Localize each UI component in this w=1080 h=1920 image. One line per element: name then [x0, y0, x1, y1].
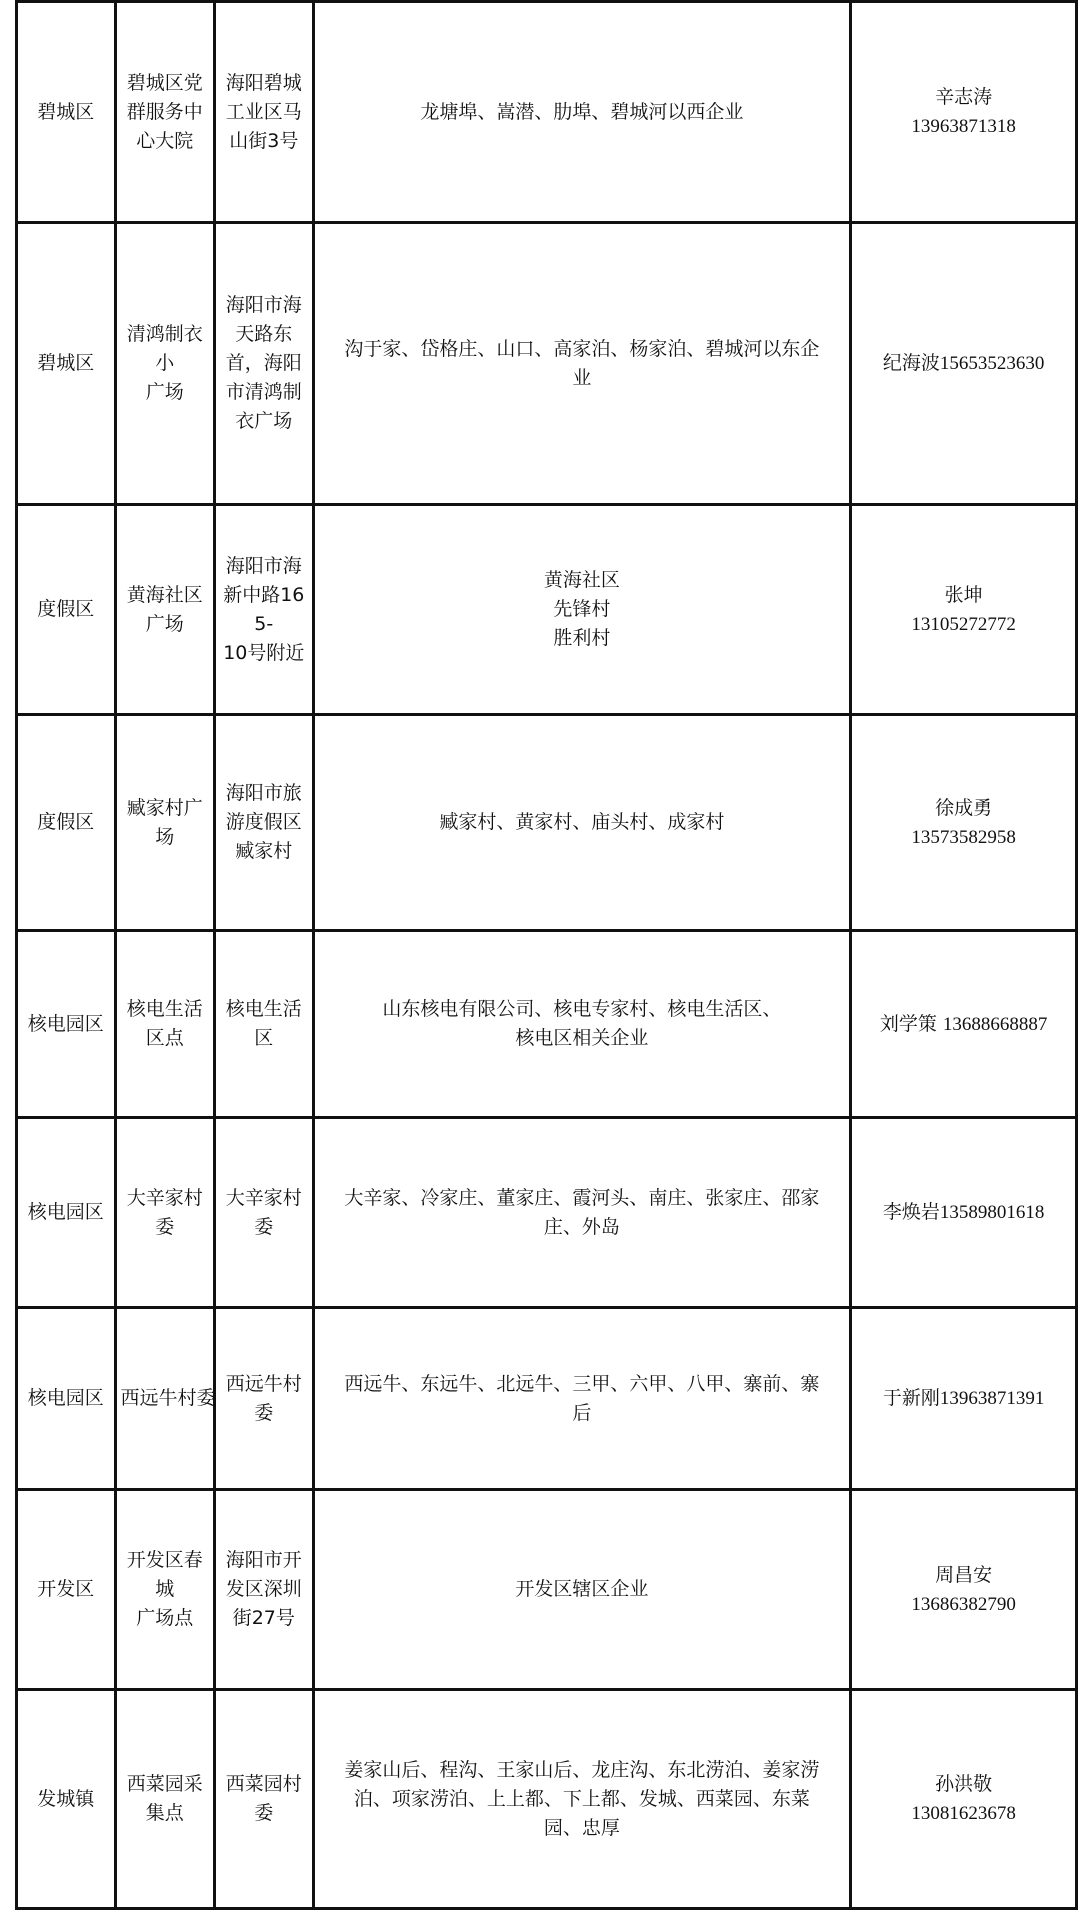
address-cell [215, 715, 314, 931]
coverage-cell [313, 1308, 851, 1490]
coverage-line: 泊、项家涝泊、上上都、下上都、发城、西菜园、东菜 [353, 1787, 810, 1810]
address-cell [215, 1308, 314, 1490]
coverage-line: 业 [572, 366, 592, 389]
contact-cell [851, 1308, 1077, 1490]
area-cell [17, 1118, 116, 1308]
collection-site-line: 群服务中 [126, 100, 203, 123]
contact-cell [851, 931, 1077, 1118]
area-cell [17, 931, 116, 1118]
address-line: 海阳碧城 [225, 71, 302, 94]
contact-name: 周昌安 [935, 1563, 993, 1586]
contact-cell [851, 715, 1077, 931]
contact-phone: 13573582958 [911, 826, 1016, 848]
coverage-cell [313, 1490, 851, 1690]
table-row [17, 931, 1077, 1118]
contact-phone: 13081623678 [911, 1803, 1016, 1824]
address-line: 臧家村 [235, 840, 293, 862]
table-row [17, 1690, 1077, 1909]
coverage-line: 姜家山后、程沟、王家山后、龙庄沟、东北涝泊、姜家涝 [344, 1758, 820, 1781]
contact-cell [851, 1118, 1077, 1308]
address-line: 发区深圳 [225, 1578, 302, 1600]
area-label: 度假区 [37, 811, 95, 833]
collection-site-line: 西远牛村委 [120, 1387, 216, 1409]
coverage-line: 胜利村 [553, 627, 611, 649]
area-cell [17, 2, 116, 223]
address-cell [215, 223, 314, 505]
address-line: 天路东 [235, 323, 293, 345]
table-row [17, 1118, 1077, 1308]
address-line: 衣广场 [235, 410, 293, 432]
table-row [17, 505, 1077, 715]
area-label: 核电园区 [27, 1387, 104, 1409]
contact-phone: 13688668887 [942, 1013, 1048, 1035]
collection-site-cell [115, 505, 215, 715]
address-line: 大辛家村 [225, 1186, 302, 1209]
contact-phone: 13589801618 [939, 1202, 1045, 1223]
collection-site-line: 场 [155, 825, 175, 848]
table-row [17, 1490, 1077, 1690]
table-row [17, 715, 1077, 931]
table-row [17, 2, 1077, 223]
coverage-cell [313, 931, 851, 1118]
contact-phone: 13963871391 [939, 1388, 1045, 1409]
collection-site-cell [115, 2, 215, 223]
address-line: 海阳市海 [225, 294, 302, 316]
address-line: 街27号 [232, 1607, 295, 1629]
address-cell [215, 505, 314, 715]
contact-name: 孙洪敬 [935, 1773, 993, 1795]
coverage-line: 园、忠厚 [543, 1816, 620, 1839]
area-label: 开发区 [37, 1578, 95, 1600]
contact-name: 于新刚 [882, 1387, 940, 1409]
collection-site-line: 城 [155, 1578, 175, 1600]
contact-name: 刘学策 [879, 1012, 943, 1035]
collection-site-cell [115, 715, 215, 931]
collection-site-line: 心大院 [136, 129, 194, 152]
address-cell [215, 2, 314, 223]
area-cell [17, 715, 116, 931]
table-row [17, 223, 1077, 505]
address-line: 委 [254, 1215, 274, 1238]
address-line: 工业区马 [225, 100, 302, 123]
contact-name: 张坤 [944, 583, 983, 606]
contact-phone: 13105272772 [911, 613, 1016, 635]
collection-site-cell [115, 1308, 215, 1490]
address-line: 10号附近 [223, 641, 305, 664]
collection-site-line: 大辛家村 [126, 1186, 203, 1209]
contact-phone: 13963871318 [911, 116, 1016, 137]
address-line: 区 [254, 1027, 274, 1049]
coverage-line: 后 [572, 1401, 592, 1424]
address-line: 海阳市开 [225, 1549, 302, 1571]
contact-phone: 15653523630 [939, 353, 1045, 374]
address-line: 西菜园村 [225, 1773, 302, 1795]
coverage-line: 核电区相关企业 [515, 1027, 649, 1049]
coverage-cell [313, 2, 851, 223]
address-cell [215, 1118, 314, 1308]
address-line: 山街3号 [229, 129, 299, 152]
collection-site-cell [115, 931, 215, 1118]
area-cell [17, 1308, 116, 1490]
address-line: 首，海阳 [225, 352, 302, 374]
coverage-cell [313, 505, 851, 715]
contact-name: 李焕岩 [882, 1201, 940, 1223]
collection-site-line: 碧城区党 [126, 71, 203, 94]
coverage-line: 臧家村、黄家村、庙头村、成家村 [439, 811, 725, 833]
address-line: 市清鸿制 [225, 381, 302, 403]
area-cell [17, 223, 116, 505]
collection-point-table-wrapper [15, 0, 1078, 1910]
coverage-cell [313, 1118, 851, 1308]
address-line: 新中路165- [223, 583, 305, 635]
contact-cell [851, 505, 1077, 715]
address-line: 西远牛村 [225, 1372, 302, 1395]
collection-site-line: 臧家村广 [126, 796, 203, 819]
address-cell [215, 931, 314, 1118]
area-label: 发城镇 [37, 1787, 95, 1810]
contact-name: 徐成勇 [935, 796, 993, 819]
collection-site-line: 委 [155, 1215, 175, 1238]
coverage-line: 山东核电有限公司、核电专家村、核电生活区、 [382, 998, 782, 1020]
collection-site-cell [115, 1690, 215, 1909]
address-line: 海阳市海 [225, 554, 302, 577]
area-label: 核电园区 [27, 1201, 104, 1223]
coverage-line: 先锋村 [553, 598, 611, 620]
collection-site-line: 区点 [145, 1027, 184, 1049]
area-cell [17, 505, 116, 715]
collection-site-line: 黄海社区 [126, 583, 203, 606]
area-cell [17, 1490, 116, 1690]
table-body [17, 0, 1077, 1909]
coverage-cell [313, 715, 851, 931]
contact-phone: 13686382790 [911, 1593, 1016, 1615]
coverage-line: 黄海社区 [543, 569, 620, 591]
collection-site-line: 开发区春 [126, 1549, 203, 1571]
coverage-line: 沟于家、岱格庄、山口、高家泊、杨家泊、碧城河以东企 [344, 337, 820, 360]
coverage-line: 龙塘埠、嵩潜、肋埠、碧城河以西企业 [420, 100, 744, 123]
collection-site-line: 集点 [145, 1802, 184, 1824]
contact-cell [851, 2, 1077, 223]
area-cell [17, 1690, 116, 1909]
collection-site-line: 广场 [145, 612, 184, 635]
coverage-cell [313, 223, 851, 505]
contact-cell [851, 1690, 1077, 1909]
table-row [17, 1308, 1077, 1490]
collection-site-cell [115, 1118, 215, 1308]
coverage-line: 庄、外岛 [543, 1215, 620, 1238]
address-line: 海阳市旅 [225, 782, 302, 804]
area-label: 核电园区 [27, 1012, 104, 1035]
address-line: 委 [254, 1401, 274, 1424]
collection-site-line: 广场点 [136, 1607, 194, 1629]
collection-point-table [15, 0, 1078, 1910]
collection-site-cell [115, 223, 215, 505]
area-label: 碧城区 [37, 100, 95, 123]
address-line: 游度假区 [225, 811, 302, 833]
contact-cell [851, 1490, 1077, 1690]
address-cell [215, 1690, 314, 1909]
collection-site-line: 小 [155, 352, 175, 374]
address-line: 委 [254, 1802, 274, 1824]
address-cell [215, 1490, 314, 1690]
coverage-line: 开发区辖区企业 [515, 1578, 649, 1600]
contact-name: 纪海波 [882, 352, 940, 374]
collection-site-cell [115, 1490, 215, 1690]
contact-cell [851, 223, 1077, 505]
coverage-line: 西远牛、东远牛、北远牛、三甲、六甲、八甲、寨前、寨 [344, 1372, 820, 1395]
collection-site-line: 广场 [145, 381, 184, 403]
area-label: 度假区 [37, 598, 95, 620]
coverage-line: 大辛家、冷家庄、董家庄、霞河头、南庄、张家庄、邵家 [344, 1186, 820, 1209]
collection-site-line: 西菜园采 [126, 1773, 203, 1795]
contact-name: 辛志涛 [935, 86, 993, 108]
address-line: 核电生活 [225, 998, 302, 1020]
area-label: 碧城区 [37, 352, 95, 374]
coverage-cell [313, 1690, 851, 1909]
collection-site-line: 核电生活 [126, 998, 203, 1020]
collection-site-line: 清鸿制衣 [126, 323, 203, 345]
